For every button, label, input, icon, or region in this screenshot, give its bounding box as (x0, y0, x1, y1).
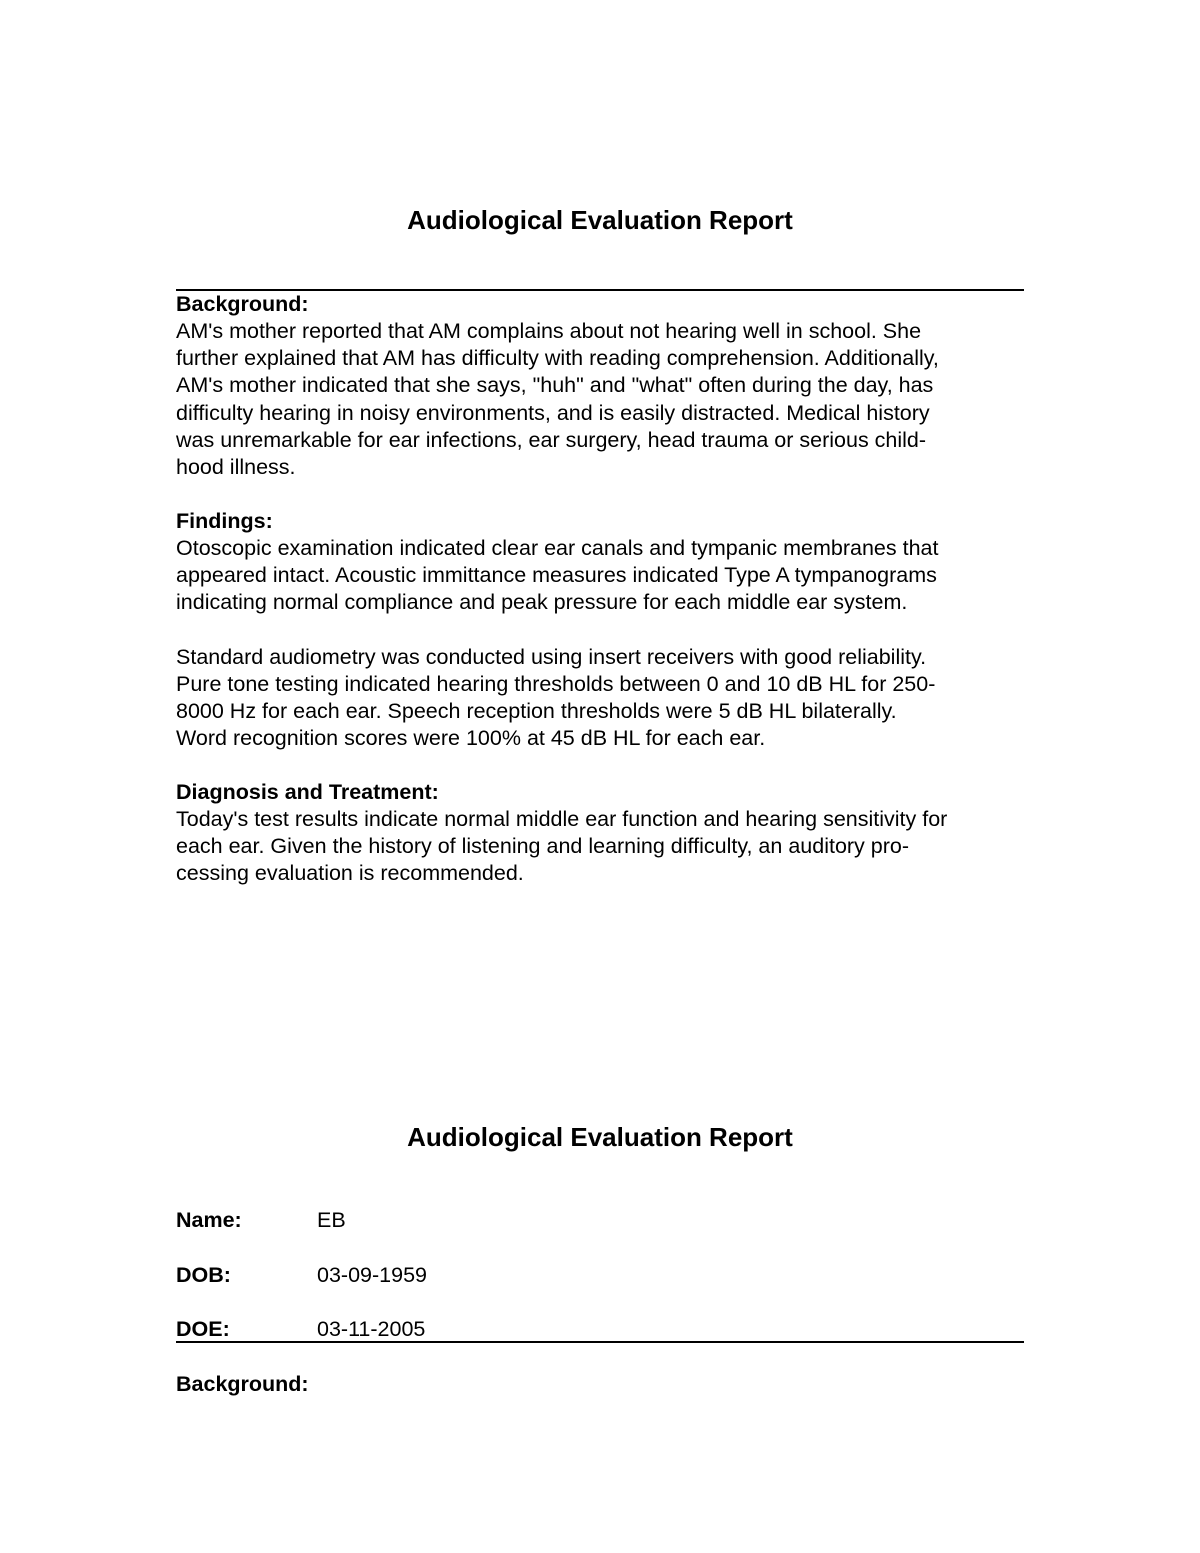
name-label: Name: (176, 1208, 242, 1232)
dob-label: DOB: (176, 1263, 231, 1287)
findings-line: Standard audiometry was conducted using insert receivers with good reliability. (176, 644, 927, 669)
background-paragraph (176, 318, 1046, 481)
diagnosis-paragraph (176, 806, 1046, 888)
findings-paragraph-2 (176, 644, 1046, 753)
name-value: EB (317, 1208, 346, 1232)
findings-paragraph-1 (176, 535, 1046, 617)
diagnosis-heading: Diagnosis and Treatment: (176, 780, 439, 804)
findings-line: 8000 Hz for each ear. Speech reception thresholds were 5 dB HL bilaterally. (176, 699, 897, 724)
background-line: AM's mother reported that AM complains about not hearing well in school. She (176, 319, 922, 343)
findings-line: appeared intact. Acoustic immittance measures indicated Type A tympanograms (176, 563, 937, 588)
background-line: difficulty hearing in noisy environments, and is easily distracted. Medical history (176, 400, 930, 425)
diagnosis-line: cessing evaluation is recommended. (176, 861, 524, 886)
background-line: AM's mother indicated that she says, "huh" and "what" often during the day, has (176, 373, 934, 398)
report-2-background-section (176, 1371, 1046, 1398)
report-1-diagnosis-section (176, 779, 1046, 888)
findings-line: indicating normal compliance and peak pressure for each middle ear system. (176, 590, 908, 615)
background-line: hood illness. (176, 455, 296, 480)
background-heading: Background: (176, 292, 309, 316)
background-line: further explained that AM has difficulty with reading comprehension. Additionally, (176, 346, 939, 371)
findings-line: Word recognition scores were 100% at 45 dB HL for each ear. (176, 726, 766, 751)
report-1-background-section (176, 291, 1046, 481)
dob-value: 03-09-1959 (317, 1263, 427, 1287)
report-1-findings-section (176, 508, 1046, 752)
doe-label: DOE: (176, 1317, 230, 1341)
report-2-background-heading: Background: (176, 1372, 309, 1396)
report-1-title: Audiological Evaluation Report (407, 205, 793, 235)
doe-value: 03-11-2005 (317, 1317, 426, 1341)
diagnosis-line: each ear. Given the history of listening and learning difficulty, an auditory pro- (176, 834, 910, 859)
findings-line: Pure tone testing indicated hearing thresholds between 0 and 10 dB HL for 250- (176, 671, 936, 696)
diagnosis-line: Today's test results indicate normal middle ear function and hearing sensitivity for (176, 807, 948, 831)
background-line: was unremarkable for ear infections, ear surgery, head trauma or serious child- (176, 427, 927, 452)
report-2-title: Audiological Evaluation Report (407, 1122, 793, 1152)
findings-heading: Findings: (176, 509, 273, 533)
report-2-divider (176, 1341, 1024, 1343)
findings-line: Otoscopic examination indicated clear ear canals and tympanic membranes that (176, 536, 939, 560)
